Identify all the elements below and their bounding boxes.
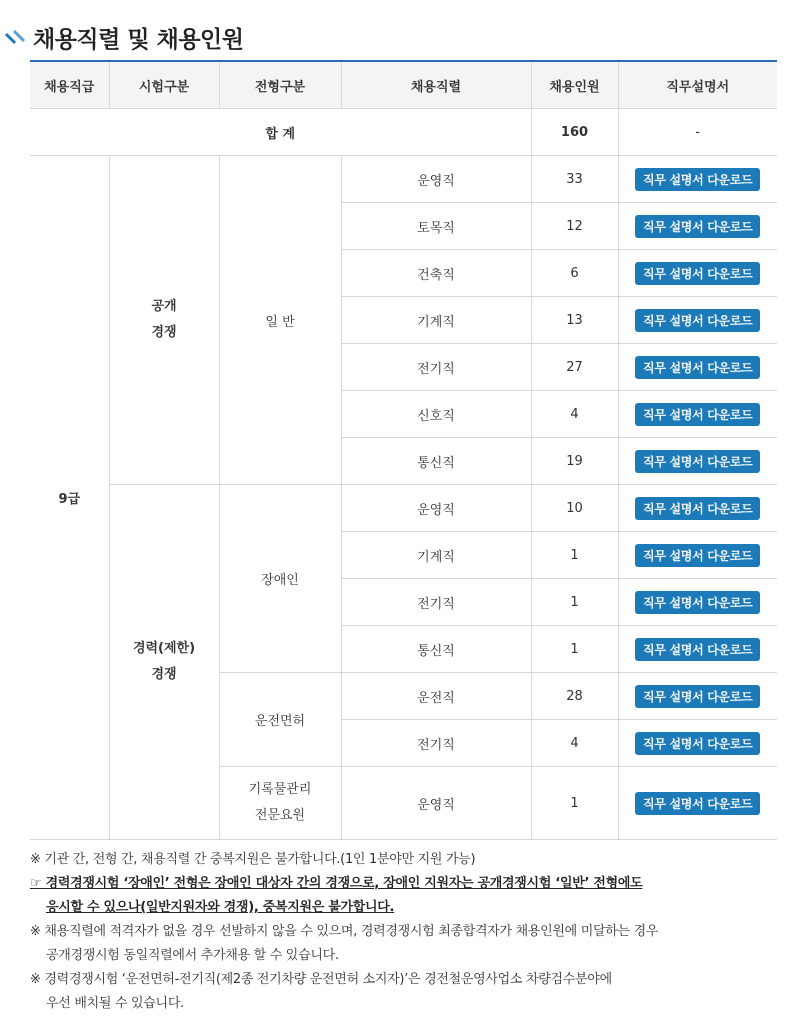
job-cell: 운영직: [341, 767, 531, 840]
download-button[interactable]: 직무 설명서 다운로드: [635, 792, 760, 815]
note-additional-hire-cont: 공개경쟁시험 동일직렬에서 추가채용 할 수 있습니다.: [46, 948, 339, 963]
header-job-series: 채용직렬: [341, 61, 531, 109]
job-cell: 기계직: [341, 297, 531, 344]
recruitment-table: [30, 60, 777, 840]
download-button[interactable]: 직무 설명서 다운로드: [635, 262, 760, 285]
job-cell: 운영직: [341, 156, 531, 203]
job-cell: 운영직: [341, 485, 531, 532]
download-cell: [618, 673, 777, 720]
section-title: [0, 20, 243, 54]
exam-career-cell: 경력(제한) 경쟁: [109, 485, 219, 840]
header-grade: 채용직급: [30, 61, 109, 109]
total-count: 160: [531, 109, 618, 156]
download-cell: [618, 532, 777, 579]
download-button[interactable]: 직무 설명서 다운로드: [635, 215, 760, 238]
count-cell: 1: [531, 579, 618, 626]
download-cell: [618, 391, 777, 438]
job-cell: 신호직: [341, 391, 531, 438]
download-button[interactable]: 직무 설명서 다운로드: [635, 544, 760, 567]
download-cell: [618, 203, 777, 250]
note-additional-hire: ※ 채용직렬에 적격자가 없을 경우 선발하지 않을 수 있으며, 경력경쟁시험 최종합격자가 채용인원에 미달하는 경우: [30, 924, 659, 939]
job-cell: 통신직: [341, 438, 531, 485]
download-button[interactable]: 직무 설명서 다운로드: [635, 356, 760, 379]
job-cell: 건축직: [341, 250, 531, 297]
download-button[interactable]: 직무 설명서 다운로드: [635, 732, 760, 755]
track-license-cell: 운전면허: [219, 673, 341, 767]
note-placement-cont: 우선 배치될 수 있습니다.: [46, 996, 184, 1011]
download-cell: [618, 626, 777, 673]
header-exam-type: 시험구분: [109, 61, 219, 109]
download-cell: [618, 438, 777, 485]
header-headcount: 채용인원: [531, 61, 618, 109]
download-cell: [618, 344, 777, 391]
download-button[interactable]: 직무 설명서 다운로드: [635, 591, 760, 614]
note-duplicate: ※ 기관 간, 전형 간, 채용직렬 간 중복지원은 불가합니다.(1인 1분야만 지원 가능): [30, 852, 476, 867]
total-row: [30, 109, 777, 156]
download-cell: [618, 297, 777, 344]
double-slash-icon: [3, 26, 29, 48]
header-job-description: 직무설명서: [618, 61, 777, 109]
track-records-cell: 기록물관리 전문요원: [219, 767, 341, 840]
notes: [30, 848, 780, 1016]
count-cell: 12: [531, 203, 618, 250]
download-button[interactable]: 직무 설명서 다운로드: [635, 497, 760, 520]
download-cell: [618, 156, 777, 203]
count-cell: 6: [531, 250, 618, 297]
total-label: 합 계: [30, 109, 531, 156]
page-title: 채용직렬 및 채용인원: [33, 26, 244, 53]
grade-cell: 9급: [30, 156, 109, 840]
count-cell: 4: [531, 391, 618, 438]
job-cell: 통신직: [341, 626, 531, 673]
download-cell: [618, 720, 777, 767]
count-cell: 4: [531, 720, 618, 767]
count-cell: 1: [531, 532, 618, 579]
download-button[interactable]: 직무 설명서 다운로드: [635, 685, 760, 708]
count-cell: 27: [531, 344, 618, 391]
job-cell: 기계직: [341, 532, 531, 579]
count-cell: 28: [531, 673, 618, 720]
count-cell: 10: [531, 485, 618, 532]
job-cell: 전기직: [341, 720, 531, 767]
header-track-type: 전형구분: [219, 61, 341, 109]
track-disability-cell: 장애인: [219, 485, 341, 673]
count-cell: 33: [531, 156, 618, 203]
total-doc: -: [618, 109, 777, 156]
count-cell: 1: [531, 767, 618, 840]
download-button[interactable]: 직무 설명서 다운로드: [635, 403, 760, 426]
note-disability: ☞ 경력경쟁시험 ‘장애인’ 전형은 장애인 대상자 간의 경쟁으로, 장애인 지원자는 공개경쟁시험 ‘일반’ 전형에도: [30, 876, 643, 891]
download-cell: [618, 767, 777, 840]
download-button[interactable]: 직무 설명서 다운로드: [635, 638, 760, 661]
table-row: [30, 156, 777, 203]
table-row: [30, 485, 777, 532]
job-cell: 전기직: [341, 579, 531, 626]
download-button[interactable]: 직무 설명서 다운로드: [635, 450, 760, 473]
note-placement: ※ 경력경쟁시험 ‘운전면허-전기직(제2종 전기차량 운전면허 소지자)’은 경전철운영사업소 차량검수분야에: [30, 972, 612, 987]
download-button[interactable]: 직무 설명서 다운로드: [635, 168, 760, 191]
count-cell: 13: [531, 297, 618, 344]
job-cell: 전기직: [341, 344, 531, 391]
download-button[interactable]: 직무 설명서 다운로드: [635, 309, 760, 332]
download-cell: [618, 250, 777, 297]
table-header-row: [30, 61, 777, 109]
count-cell: 1: [531, 626, 618, 673]
job-cell: 운전직: [341, 673, 531, 720]
exam-open-cell: 공개 경쟁: [109, 156, 219, 485]
job-cell: 토목직: [341, 203, 531, 250]
download-cell: [618, 485, 777, 532]
note-disability-cont: 응시할 수 있으나(일반지원자와 경쟁), 중복지원은 불가합니다.: [46, 900, 395, 915]
track-general-cell: 일 반: [219, 156, 341, 485]
count-cell: 19: [531, 438, 618, 485]
download-cell: [618, 579, 777, 626]
